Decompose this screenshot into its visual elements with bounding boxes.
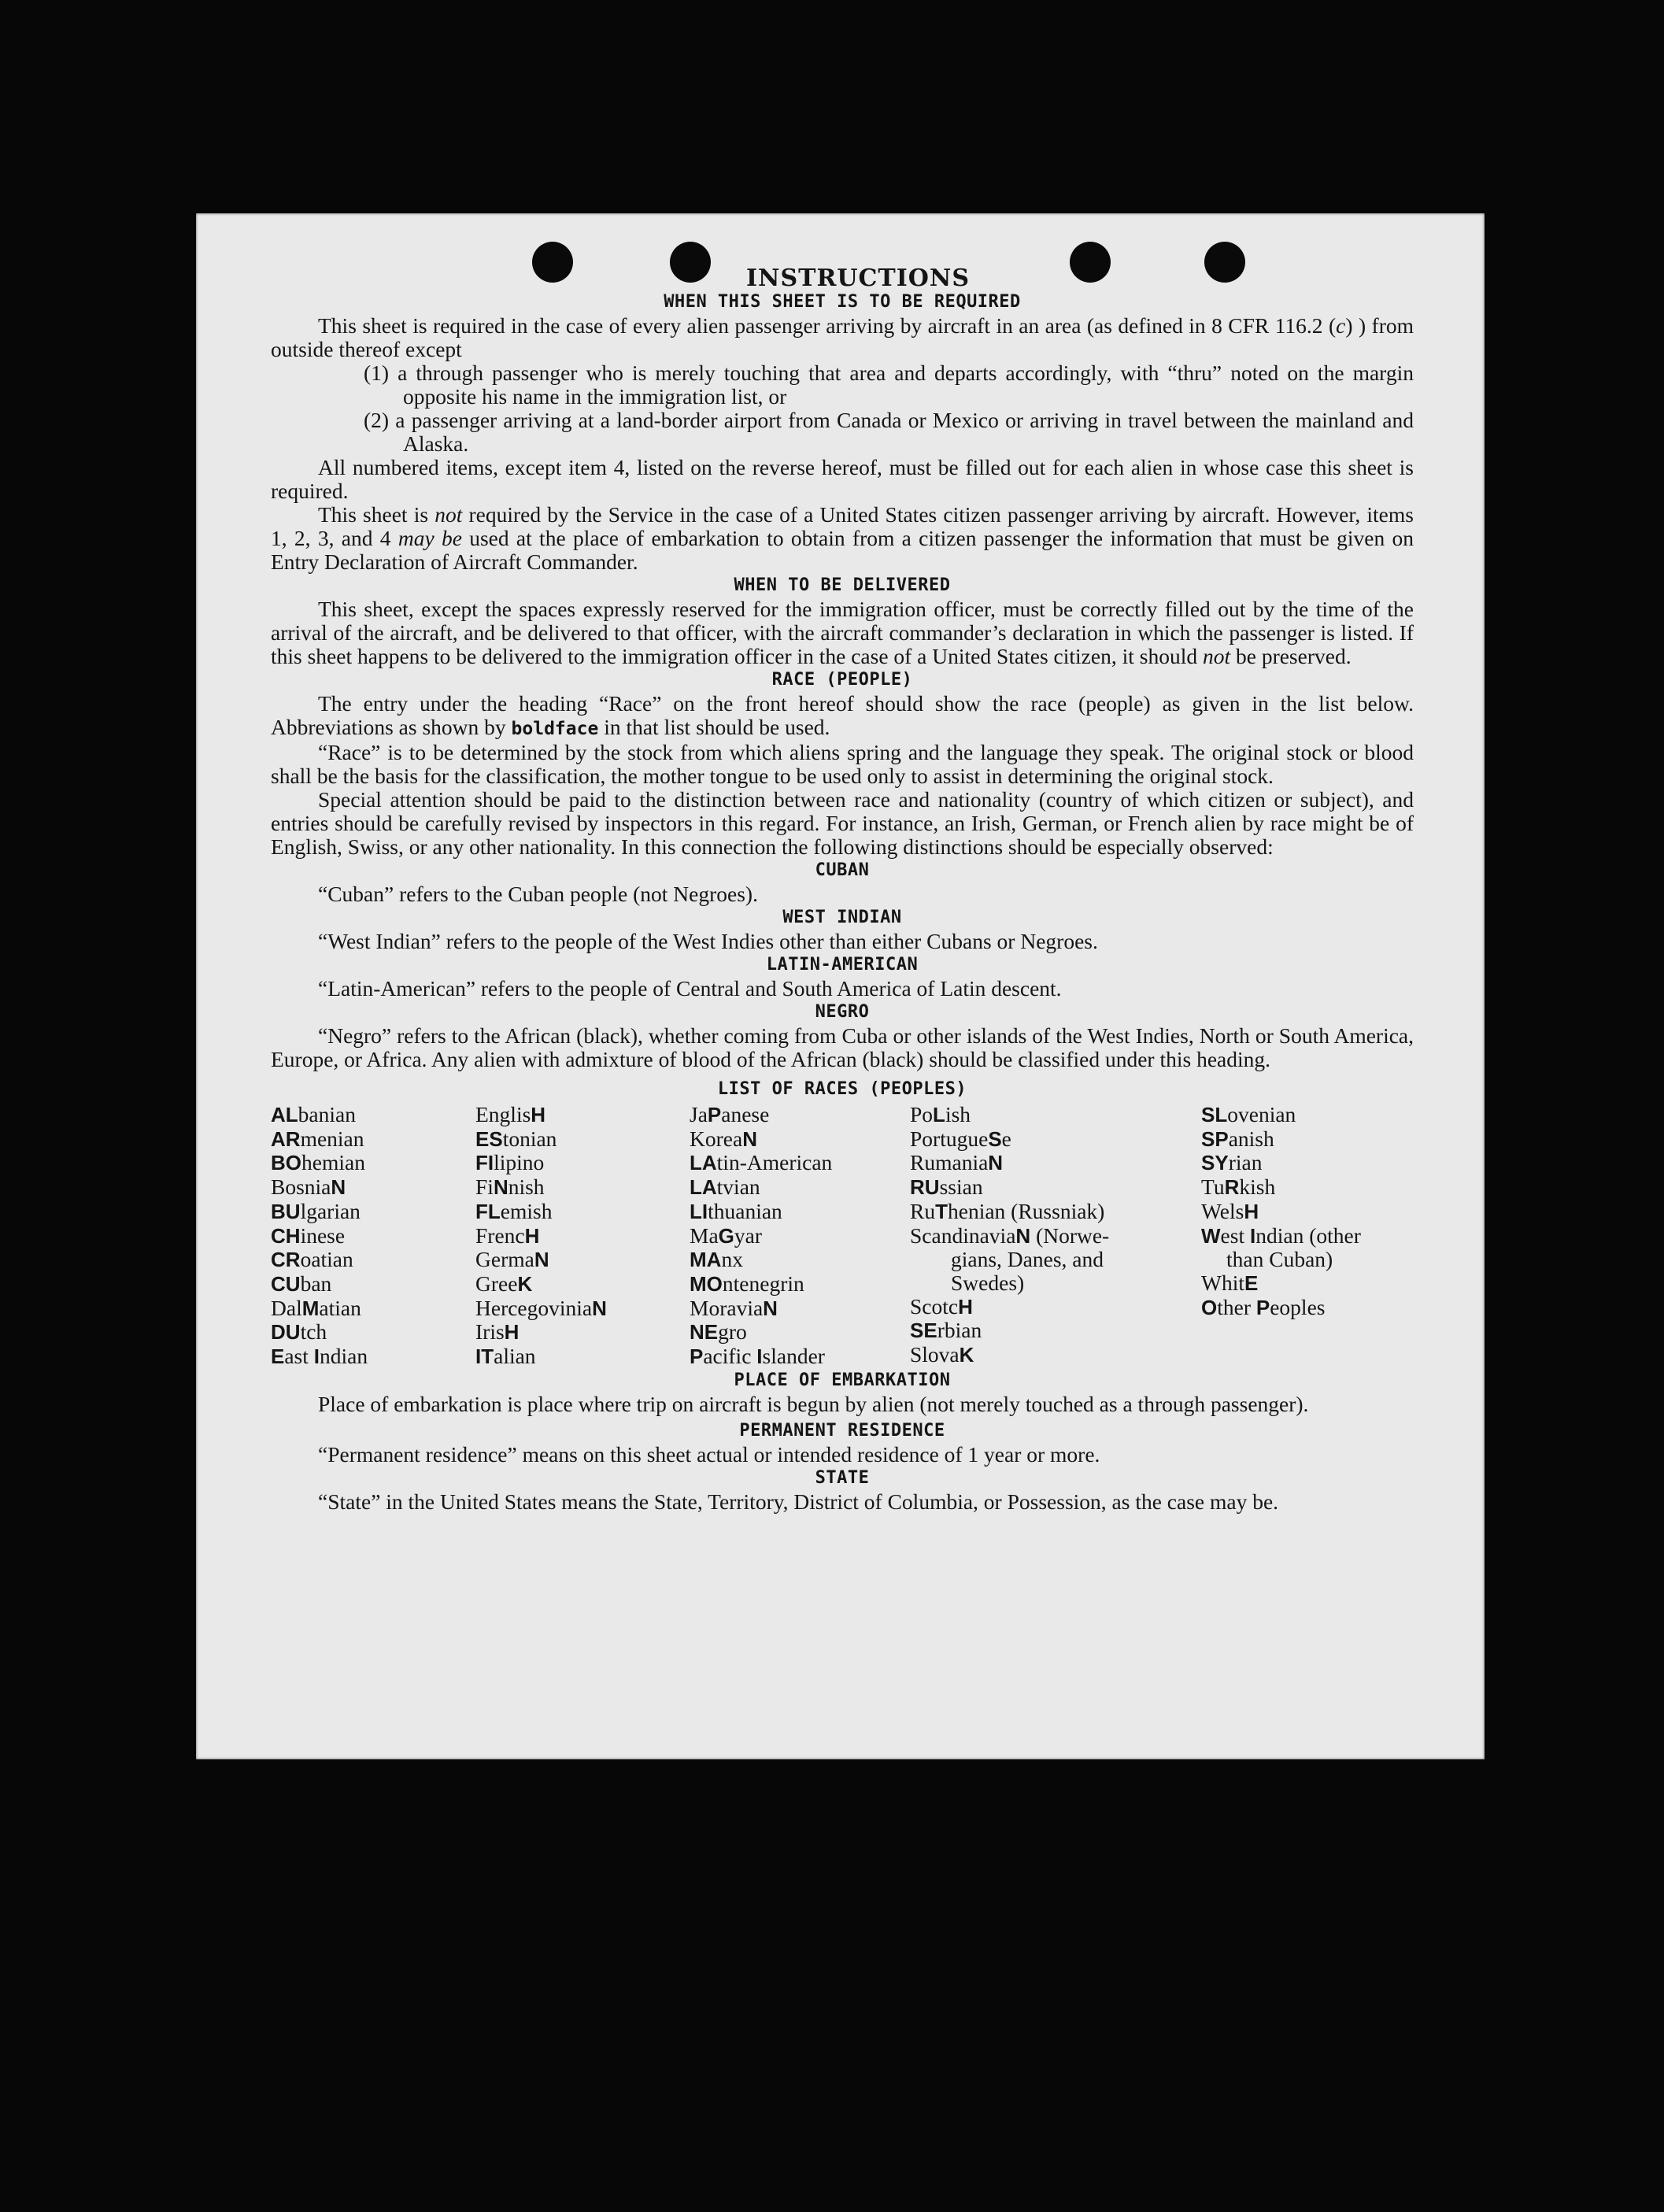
race-abbreviation: N xyxy=(742,1126,757,1151)
race-text: Scandinavia xyxy=(910,1223,1016,1248)
race-text: Frenc xyxy=(475,1223,525,1248)
race-abbreviation: H xyxy=(958,1294,973,1319)
race-entry xyxy=(271,1151,475,1175)
race-text: Scotc xyxy=(910,1293,959,1319)
race-abbreviation: FI xyxy=(475,1151,494,1175)
race-text: anese xyxy=(721,1102,770,1126)
race-abbreviation: SE xyxy=(910,1319,937,1343)
race-text: ndian xyxy=(320,1344,368,1369)
paragraph: This sheet is required in the case of every alien passenger arriving by aircraft in an area (as defined in 8 CFR 116.2 (c) ) from outside thereof except xyxy=(271,313,1414,361)
race-entry xyxy=(271,1127,475,1152)
race-abbreviation: W xyxy=(1201,1223,1221,1248)
race-entry xyxy=(271,1200,475,1224)
race-entry xyxy=(1201,1296,1414,1320)
race-abbreviation: H xyxy=(504,1320,520,1345)
definition: “Cuban” refers to the Cuban people (not Negroes). xyxy=(318,882,758,906)
race-text: henian (Russniak) xyxy=(947,1198,1105,1223)
race-entry xyxy=(475,1224,690,1248)
race-text: yar xyxy=(734,1223,763,1248)
race-entry xyxy=(1201,1103,1414,1127)
race-text: Slova xyxy=(910,1342,960,1367)
race-abbreviation: P xyxy=(690,1345,704,1369)
race-entry xyxy=(690,1127,910,1152)
race-abbreviation: E xyxy=(271,1345,285,1369)
race-text: menian xyxy=(300,1126,364,1151)
race-abbreviation: P xyxy=(707,1103,722,1126)
race-text: tonian xyxy=(502,1126,557,1151)
race-entry xyxy=(475,1151,690,1175)
race-entry xyxy=(271,1103,475,1127)
race-entry xyxy=(1201,1151,1414,1175)
race-entry xyxy=(271,1248,475,1272)
race-text: thuanian xyxy=(708,1198,782,1223)
paragraph: This sheet is not required by the Service in the case of a United States citizen passenger arriving by aircraft. However, items 1, 2, 3, and 4 may be used at the place of embarkation to obtain from a citizen passenger the information that must be given on Entry Declaration of Aircraft Commander. xyxy=(271,502,1414,574)
race-abbreviation: DU xyxy=(271,1320,301,1345)
race-text: kish xyxy=(1239,1174,1276,1200)
race-entry xyxy=(690,1272,910,1296)
race-text: slander xyxy=(762,1344,825,1369)
race-entry xyxy=(910,1343,1201,1367)
race-abbreviation: N xyxy=(534,1248,549,1272)
race-list xyxy=(271,1103,1414,1369)
race-text: tch xyxy=(300,1319,327,1345)
race-text: Fi xyxy=(475,1174,494,1200)
race-text: lipino xyxy=(494,1150,545,1175)
race-entry xyxy=(271,1320,475,1345)
race-text: Englis xyxy=(475,1102,531,1126)
race-text: Iris xyxy=(475,1319,505,1345)
race-entry xyxy=(271,1345,475,1369)
race-text: Swedes) xyxy=(951,1270,1025,1295)
section-heading: WHEN TO BE DELIVERED xyxy=(734,575,951,595)
race-abbreviation: N xyxy=(1015,1223,1031,1248)
race-entry xyxy=(910,1224,1201,1248)
race-text: tvian xyxy=(716,1174,760,1200)
race-abbreviation: AR xyxy=(271,1126,301,1151)
race-entry xyxy=(690,1224,910,1248)
race-text: Portugue xyxy=(910,1126,989,1151)
race-text: anish xyxy=(1228,1126,1274,1151)
race-text: Germa xyxy=(475,1247,534,1272)
race-text: Ja xyxy=(690,1102,708,1126)
document-sheet xyxy=(196,213,1485,1759)
race-abbreviation: CU xyxy=(271,1271,301,1296)
race-text: acific xyxy=(703,1344,757,1369)
race-abbreviation: H xyxy=(531,1103,546,1126)
subheading: NEGRO xyxy=(815,1002,870,1022)
exception-item: (1) a through passenger who is merely touching that area and departs accordingly, with “thru” noted on the margin opposite his name in the immigration list, or xyxy=(364,361,1414,409)
definition: “Latin-American” refers to the people of Central and South America of Latin descent. xyxy=(318,976,1062,1001)
race-entry xyxy=(1201,1224,1414,1248)
race-entry xyxy=(271,1296,475,1321)
section-heading: PLACE OF EMBARKATION xyxy=(734,1370,951,1390)
race-entry xyxy=(1201,1175,1414,1200)
race-abbreviation: K xyxy=(959,1343,974,1367)
race-entry xyxy=(690,1296,910,1321)
race-entry xyxy=(475,1320,690,1345)
paragraph: “State” in the United States means the State, Territory, District of Columbia, or Possession, as the case may be. xyxy=(318,1489,1279,1514)
race-text: Hercegovinia xyxy=(475,1295,593,1320)
race-text: ther xyxy=(1217,1294,1256,1319)
race-abbreviation: BU xyxy=(271,1199,301,1223)
race-entry xyxy=(475,1248,690,1272)
race-text: ban xyxy=(300,1271,332,1296)
race-abbreviation: K xyxy=(517,1271,533,1296)
page-title: INSTRUCTIONS xyxy=(746,264,970,292)
race-text: ntenegrin xyxy=(722,1271,804,1296)
race-abbreviation: N xyxy=(592,1296,607,1320)
subheading: LATIN-AMERICAN xyxy=(766,955,919,975)
paragraph: Special attention should be paid to the distinction between race and nationality (country of which citizen or subject), and entries should be carefully revised by inspectors in this regard. For instance, an Irish, German, or French alien by race might be of English, Swiss, or any other nationality. In this connection the following distinctions should be especially observed: xyxy=(271,787,1414,859)
race-entry xyxy=(910,1175,1201,1200)
race-text: tin-American xyxy=(716,1150,833,1175)
race-entry xyxy=(475,1127,690,1152)
race-entry xyxy=(690,1103,910,1127)
race-text: Dal xyxy=(271,1295,302,1320)
race-abbreviation: SL xyxy=(1201,1103,1228,1126)
race-abbreviation: N xyxy=(988,1151,1004,1175)
race-entry xyxy=(475,1345,690,1369)
race-abbreviation: H xyxy=(1244,1199,1259,1223)
exception-item: (2) a passenger arriving at a land-border airport from Canada or Mexico or arriving in travel between the mainland and Alaska. xyxy=(364,408,1414,456)
race-abbreviation: S xyxy=(988,1126,1002,1151)
race-abbreviation: E xyxy=(1244,1271,1259,1295)
race-entry xyxy=(1201,1200,1414,1224)
race-abbreviation: CH xyxy=(271,1223,301,1248)
race-abbreviation: CR xyxy=(271,1248,301,1272)
race-entry xyxy=(690,1200,910,1224)
race-text: Korea xyxy=(690,1126,743,1151)
section-heading: PERMANENT RESIDENCE xyxy=(739,1420,945,1441)
race-entry xyxy=(690,1320,910,1345)
race-abbreviation: M xyxy=(301,1296,320,1320)
race-entry xyxy=(1201,1271,1414,1296)
race-text: than Cuban) xyxy=(1226,1247,1333,1272)
race-text: alian xyxy=(494,1344,536,1369)
race-text: banian xyxy=(298,1102,356,1126)
race-text: Gree xyxy=(475,1271,518,1296)
race-text: hemian xyxy=(301,1150,365,1175)
race-abbreviation: NE xyxy=(690,1320,719,1345)
race-abbreviation: BO xyxy=(271,1151,301,1175)
race-text: Moravia xyxy=(690,1295,764,1320)
race-abbreviation: I xyxy=(756,1345,763,1369)
race-entry xyxy=(475,1296,690,1321)
definition: “Negro” refers to the African (black), whether coming from Cuba or other islands of the West Indies, North or South America, Europe, or Africa. Any alien with admixture of blood of the African (black) should be classified under this heading. xyxy=(271,1023,1414,1071)
race-entry xyxy=(271,1272,475,1296)
instructions-content xyxy=(271,264,1414,1514)
section-heading: WHEN THIS SHEET IS TO BE REQUIRED xyxy=(664,292,1021,312)
race-text: Whit xyxy=(1201,1270,1244,1295)
race-text: Po xyxy=(910,1102,934,1126)
race-text: ssian xyxy=(939,1174,983,1200)
race-abbreviation: MA xyxy=(690,1248,722,1272)
race-column xyxy=(475,1103,690,1369)
race-entry xyxy=(271,1175,475,1200)
race-column xyxy=(271,1103,475,1369)
race-abbreviation: H xyxy=(524,1223,540,1248)
race-entry xyxy=(690,1345,910,1369)
race-text: inese xyxy=(300,1223,346,1248)
race-abbreviation: IT xyxy=(475,1345,494,1369)
race-abbreviation: LA xyxy=(690,1175,717,1200)
definition: “West Indian” refers to the people of the West Indies other than either Cubans or Negroes. xyxy=(318,929,1098,953)
race-text: gians, Danes, and xyxy=(951,1247,1104,1272)
race-text: Wels xyxy=(1201,1198,1244,1223)
section-heading: RACE (PEOPLE) xyxy=(771,670,913,690)
race-entry xyxy=(475,1175,690,1200)
race-column xyxy=(1201,1103,1414,1369)
race-entry xyxy=(475,1103,690,1127)
race-entry xyxy=(690,1151,910,1175)
race-entry xyxy=(690,1175,910,1200)
race-entry xyxy=(910,1295,1201,1319)
race-text: Ma xyxy=(690,1223,719,1248)
race-abbreviation: LI xyxy=(690,1199,708,1223)
race-text: Tu xyxy=(1201,1174,1225,1200)
race-entry xyxy=(1201,1248,1414,1271)
race-abbreviation: SY xyxy=(1201,1151,1229,1175)
race-text: eoples xyxy=(1270,1294,1326,1319)
paragraph: The entry under the heading “Race” on the front hereof should show the race (people) as given in the list below. Abbreviations as shown by boldface in that list should be used. xyxy=(271,691,1414,739)
race-entry xyxy=(475,1200,690,1224)
race-text: gro xyxy=(718,1319,747,1345)
race-entry xyxy=(910,1103,1201,1127)
race-text: atian xyxy=(319,1295,361,1320)
race-text: est xyxy=(1220,1223,1250,1248)
subheading: WEST INDIAN xyxy=(782,908,902,927)
race-abbreviation: T xyxy=(935,1199,948,1223)
race-text: e xyxy=(1001,1126,1011,1151)
race-abbreviation: N xyxy=(493,1175,508,1200)
race-abbreviation: LA xyxy=(690,1151,717,1175)
race-abbreviation: N xyxy=(763,1296,778,1320)
race-entry xyxy=(910,1271,1201,1295)
race-abbreviation: I xyxy=(1249,1223,1256,1248)
section-heading: STATE xyxy=(815,1467,870,1488)
race-text: ovenian xyxy=(1227,1102,1296,1126)
race-text: Rumania xyxy=(910,1150,989,1175)
race-text: emish xyxy=(500,1198,553,1223)
race-abbreviation: G xyxy=(718,1223,734,1248)
race-entry xyxy=(910,1151,1201,1175)
race-text: Ru xyxy=(910,1198,936,1223)
race-entry xyxy=(271,1224,475,1248)
subheading: CUBAN xyxy=(815,860,870,880)
race-entry xyxy=(910,1248,1201,1271)
race-entry xyxy=(910,1200,1201,1224)
race-abbreviation: P xyxy=(1255,1295,1270,1319)
race-abbreviation: MO xyxy=(690,1271,723,1296)
race-text: ish xyxy=(945,1102,971,1126)
race-abbreviation: AL xyxy=(271,1103,298,1126)
race-entry xyxy=(475,1272,690,1296)
race-text: (Norwe- xyxy=(1030,1223,1110,1248)
race-column xyxy=(910,1103,1201,1369)
race-text: Bosnia xyxy=(271,1174,331,1200)
race-text: rbian xyxy=(937,1318,982,1343)
paragraph: Place of embarkation is place where trip on aircraft is begun by alien (not merely touched as a through passenger). xyxy=(318,1391,1309,1416)
race-abbreviation: ES xyxy=(475,1126,503,1151)
race-entry xyxy=(690,1248,910,1272)
race-abbreviation: FL xyxy=(475,1199,501,1223)
race-abbreviation: N xyxy=(331,1175,346,1200)
race-text: lgarian xyxy=(300,1198,361,1223)
race-abbreviation: RU xyxy=(910,1175,940,1200)
race-text: ndian (other xyxy=(1255,1223,1361,1248)
race-column xyxy=(690,1103,910,1369)
race-text: oatian xyxy=(300,1247,353,1272)
paragraph: All numbered items, except item 4, listed on the reverse hereof, must be filled out for each alien in whose case this sheet is required. xyxy=(271,455,1414,503)
race-text: ast xyxy=(284,1344,314,1369)
race-text: nish xyxy=(508,1174,545,1200)
race-text: nx xyxy=(721,1247,743,1272)
race-abbreviation: I xyxy=(313,1345,320,1369)
race-abbreviation: L xyxy=(933,1103,945,1126)
list-heading: LIST OF RACES (PEOPLES) xyxy=(717,1079,967,1099)
race-abbreviation: R xyxy=(1224,1175,1240,1200)
race-entry xyxy=(1201,1127,1414,1152)
race-entry xyxy=(910,1127,1201,1152)
race-entry xyxy=(910,1319,1201,1343)
paragraph: “Race” is to be determined by the stock from which aliens spring and the language they speak. The original stock or blood shall be the basis for the classification, the mother tongue to be used only to assist in determining the original stock. xyxy=(271,740,1414,788)
paragraph: This sheet, except the spaces expressly reserved for the immigration officer, must be correctly filled out by the time of the arrival of the aircraft, and be delivered to that officer, with the aircraft commander’s declaration in which the passenger is listed. If this sheet happens to be delivered to the immigration officer in the case of a United States citizen, it should not be preserved. xyxy=(271,597,1414,668)
race-abbreviation: SP xyxy=(1201,1126,1229,1151)
race-abbreviation: O xyxy=(1201,1295,1218,1319)
race-text: rian xyxy=(1228,1150,1263,1175)
paragraph: “Permanent residence” means on this sheet actual or intended residence of 1 year or more. xyxy=(318,1441,1100,1467)
